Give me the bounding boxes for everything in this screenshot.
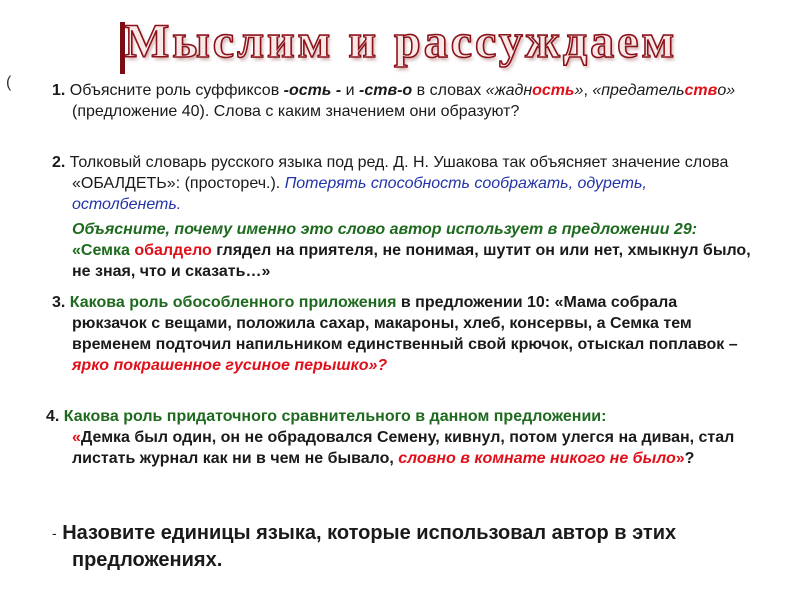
question-3: 3. Какова роль обособленного приложения в предложении 10: «Мама собрала рюкзачок с вещами, положила сахар, макароны, хлеб, консервы, а Семка тем временем подточил напильником единственный свой крючок, отыскал поплавок – ярко покрашенное гусиное перышко»? bbox=[52, 294, 738, 374]
question-4: 4. Какова роль придаточного сравнительного в данном предложении: «Демка был один, он не обрадовался Семену, кивнул, потом улегся на диван, стал листать журнал как ни в чем не бывало, словно в комнате никого не было»? bbox=[46, 408, 735, 467]
word1-suffix: ость bbox=[532, 82, 575, 99]
suffix-ost: -ость - bbox=[283, 82, 342, 99]
q2-number: 2. bbox=[52, 154, 66, 171]
question-2: 2. Толковый словарь русского языка под ред. Д. Н. Ушакова так объясняет значение слова «ОБАЛДЕТЬ»: (простореч.). Потерять способность соображать, одуреть, остолбенеть. Объясните, почему именно это слово автор использует в предложении 29: «Семка обалдело глядел на приятеля, не понимая, шутит он или нет, хмыкнул было, не зная, что и сказать…» bbox=[52, 154, 751, 280]
left-edge-mark: ( bbox=[6, 74, 12, 91]
suffix-stvo: -ств-о bbox=[358, 82, 413, 99]
q2-explain: Объясните, почему именно это слово автор использует в предложении 29: bbox=[72, 221, 698, 238]
q4-number: 4. bbox=[46, 408, 60, 425]
question-1: 1. Объясните роль суффиксов -ость - и -ств-о в словах «жадность», «предательство» (предложение 40). Слова с каким значением они образуют? bbox=[52, 82, 736, 120]
q3-appositive: ярко покрашенное гусиное перышко»? bbox=[72, 357, 388, 374]
slide-title: Мыслим и рассуждаем bbox=[124, 15, 678, 68]
q3-number: 3. bbox=[52, 294, 66, 311]
q1-number: 1. bbox=[52, 82, 66, 99]
q2-definition: Потерять способность соображать, одуреть, остолбенеть. bbox=[72, 175, 647, 213]
q4-clause: словно в комнате никого не было bbox=[398, 450, 676, 467]
final-text: Назовите единицы языка, которые использовал автор в этих предложениях. bbox=[56, 522, 677, 572]
final-task bbox=[52, 520, 752, 574]
word2-suffix: ств bbox=[684, 82, 718, 99]
final-dash: - bbox=[52, 525, 57, 542]
q2-keyword: обалдело bbox=[134, 242, 212, 259]
